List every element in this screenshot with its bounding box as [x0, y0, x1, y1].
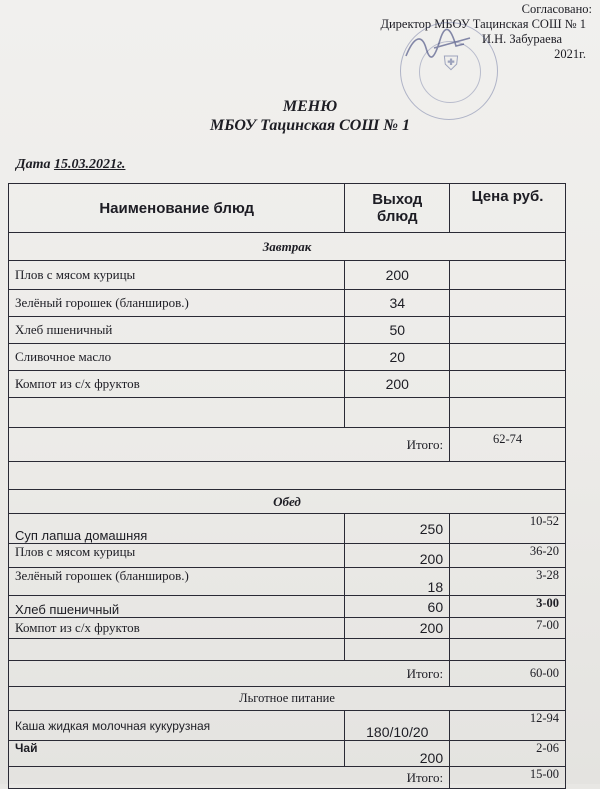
school-name: МБОУ Тацинская СОШ № 1 — [210, 117, 410, 134]
spacer-row — [9, 462, 566, 490]
empty-cell — [450, 398, 566, 428]
dish-name: Зелёный горошек (бланширов.) — [9, 568, 345, 596]
section-row-lunch — [9, 490, 566, 514]
signature-icon — [404, 26, 474, 66]
table-row — [9, 618, 566, 639]
dish-name: Суп лапша домашняя — [9, 514, 345, 544]
stamp-emblem-icon: ⛨ — [443, 53, 459, 75]
total-label: Итого: — [9, 428, 450, 462]
dish-price — [450, 371, 566, 398]
approval-label: Согласовано: — [521, 2, 592, 16]
dish-portion: 60 — [345, 596, 450, 618]
total-row-benefit — [9, 767, 566, 789]
section-title-breakfast: Завтрак — [9, 233, 566, 261]
dish-portion: 250 — [345, 514, 450, 544]
table-row — [9, 261, 566, 290]
table-row — [9, 596, 566, 618]
dish-portion: 34 — [345, 290, 450, 317]
dish-portion: 200 — [345, 544, 450, 568]
dish-portion: 180/10/20 — [345, 711, 450, 741]
dish-price — [450, 317, 566, 344]
table-row — [9, 371, 566, 398]
section-row-benefit — [9, 687, 566, 711]
dish-name: Плов с мясом курицы — [9, 261, 345, 290]
empty-cell — [345, 639, 450, 661]
total-value: 15-00 — [450, 767, 566, 789]
table-row — [9, 290, 566, 317]
approval-year: 2021г. — [554, 47, 586, 61]
table-row — [9, 544, 566, 568]
total-value: 60-00 — [450, 661, 566, 687]
spacer-cell — [9, 462, 566, 490]
date-value: 15.03.2021г. — [53, 157, 126, 172]
dish-name: Компот из с/х фруктов — [9, 371, 345, 398]
section-title-lunch: Обед — [9, 490, 566, 514]
dish-portion: 50 — [345, 317, 450, 344]
total-value: 62-74 — [450, 428, 566, 462]
dish-name: Компот из с/х фруктов — [9, 618, 345, 639]
dish-price — [450, 290, 566, 317]
dish-portion: 20 — [345, 344, 450, 371]
table-row — [9, 514, 566, 544]
total-row-breakfast — [9, 428, 566, 462]
dish-price — [450, 344, 566, 371]
empty-cell — [345, 398, 450, 428]
empty-cell — [450, 639, 566, 661]
dish-name: Хлеб пшеничный — [9, 596, 345, 618]
dish-price: 3-28 — [450, 568, 566, 596]
dish-price: 3-00 — [450, 596, 566, 618]
dish-name: Сливочное масло — [9, 344, 345, 371]
dish-portion: 200 — [345, 371, 450, 398]
total-row-lunch — [9, 661, 566, 687]
dish-name: Зелёный горошек (бланширов.) — [9, 290, 345, 317]
empty-cell — [9, 398, 345, 428]
dish-name: Хлеб пшеничный — [9, 317, 345, 344]
table-row — [9, 317, 566, 344]
dish-portion: 200 — [345, 741, 450, 767]
date-line — [16, 157, 125, 173]
dish-price — [450, 261, 566, 290]
dish-price: 36-20 — [450, 544, 566, 568]
header-dish-name: Наименование блюд — [9, 184, 345, 233]
table-row — [9, 344, 566, 371]
table-row — [9, 568, 566, 596]
empty-cell — [9, 639, 345, 661]
approval-position: Директор МБОУ Тацинская СОШ № 1 — [380, 17, 586, 31]
menu-table — [8, 183, 566, 789]
total-label: Итого: — [9, 767, 450, 789]
dish-name: Чай — [9, 741, 345, 767]
dish-price: 10-52 — [450, 514, 566, 544]
total-label: Итого: — [9, 661, 450, 687]
table-row — [9, 711, 566, 741]
dish-name: Каша жидкая молочная кукурузная — [9, 711, 345, 741]
date-label: Дата — [16, 157, 51, 172]
table-header-row — [9, 184, 566, 233]
table-row — [9, 741, 566, 767]
section-row-breakfast — [9, 233, 566, 261]
approval-name: И.Н. Забураева — [481, 32, 562, 46]
dish-price: 2-06 — [450, 741, 566, 767]
dish-name: Плов с мясом курицы — [9, 544, 345, 568]
header-portion: Выход блюд — [345, 184, 450, 233]
section-title-benefit: Льготное питание — [9, 687, 566, 711]
menu-title: МЕНЮ — [282, 98, 338, 115]
dish-portion: 18 — [345, 568, 450, 596]
dish-portion: 200 — [345, 618, 450, 639]
dish-price: 7-00 — [450, 618, 566, 639]
table-row-empty — [9, 639, 566, 661]
header-price: Цена руб. — [450, 184, 566, 233]
dish-portion: 200 — [345, 261, 450, 290]
table-row-empty — [9, 398, 566, 428]
dish-price: 12-94 — [450, 711, 566, 741]
